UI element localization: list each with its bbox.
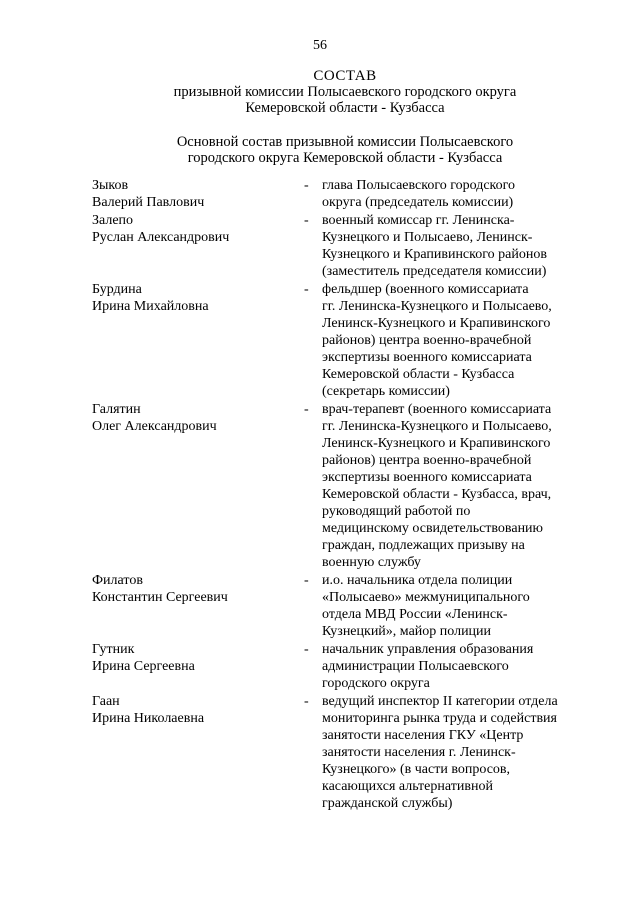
member-role-line: руководящий работой по (322, 504, 471, 519)
member-name (92, 177, 304, 211)
member-given-names: Ирина Михайловна (92, 299, 209, 314)
member-role (322, 693, 592, 812)
member-role-line: «Полысаево» межмуниципального (322, 590, 530, 605)
member-surname: Зыков (92, 178, 129, 193)
member-role-line: районов) центра военно-врачебной (322, 333, 532, 348)
member-role-line: округа (председатель комиссии) (322, 195, 514, 210)
member-role-line: Ленинск-Кузнецкого и Крапивинского (322, 436, 551, 451)
member-row (92, 401, 592, 571)
section-heading-line-2: городского округа Кемеровской области - Кузбасса (187, 150, 503, 166)
member-dash: - (304, 694, 309, 709)
document-heading (150, 68, 540, 116)
member-given-names: Руслан Александрович (92, 230, 230, 245)
member-role-line: Кузнецкий», майор полиции (322, 624, 492, 639)
member-role-line: врач-терапевт (военного комиссариата (322, 402, 552, 417)
member-role-line: Кузнецкого и Крапивинского районов (322, 247, 547, 262)
member-dash: - (304, 642, 309, 657)
member-dash: - (304, 178, 309, 193)
member-role-line: касающихся альтернативной (322, 779, 493, 794)
member-role (322, 177, 592, 211)
member-role-line: экспертизы военного комиссариата (322, 350, 532, 365)
member-surname: Гаан (92, 694, 120, 709)
member-role (322, 572, 592, 640)
member-role-line: Кузнецкого» (в части вопросов, (322, 762, 511, 777)
member-name (92, 693, 304, 727)
member-role (322, 401, 592, 571)
member-role-line: ведущий инспектор II категории отдела (322, 694, 558, 709)
member-role-line: районов) центра военно-врачебной (322, 453, 532, 468)
member-dash: - (304, 282, 309, 297)
section-heading (150, 134, 540, 166)
member-dash: - (304, 402, 309, 417)
member-role-line: (секретарь комиссии) (322, 384, 450, 399)
member-role-line: занятости населения ГКУ «Центр (322, 728, 524, 743)
member-row (92, 641, 592, 692)
member-row (92, 177, 592, 211)
member-given-names: Ирина Николаевна (92, 711, 205, 726)
member-dash: - (304, 213, 309, 228)
member-role-line: глава Полысаевского городского (322, 178, 516, 193)
member-role-line: администрации Полысаевского (322, 659, 509, 674)
heading-line-2: Кемеровской области - Кузбасса (245, 100, 445, 116)
member-name (92, 572, 304, 606)
member-row (92, 281, 592, 400)
member-surname: Гутник (92, 642, 135, 657)
member-name (92, 641, 304, 675)
member-role-line: мониторинга рынка труда и содействия (322, 711, 557, 726)
member-role-line: (заместитель председателя комиссии) (322, 264, 547, 279)
heading-line-1: призывной комиссии Полысаевского городского округа (173, 84, 517, 100)
member-role-line: гг. Ленинска-Кузнецкого и Полысаево, (322, 419, 552, 434)
member-surname: Залепо (92, 213, 134, 228)
member-given-names: Олег Александрович (92, 419, 217, 434)
member-name (92, 281, 304, 315)
member-role-line: начальник управления образования (322, 642, 534, 657)
member-role-line: Кемеровской области - Кузбасса (322, 367, 515, 382)
member-role-line: Кемеровской области - Кузбасса, врач, (322, 487, 552, 502)
member-surname: Филатов (92, 573, 143, 588)
member-role-line: гг. Ленинска-Кузнецкого и Полысаево, (322, 299, 552, 314)
member-role-line: и.о. начальника отдела полиции (322, 573, 513, 588)
member-role-line: экспертизы военного комиссариата (322, 470, 532, 485)
member-given-names: Ирина Сергеевна (92, 659, 195, 674)
member-role (322, 641, 592, 692)
member-role-line: граждан, подлежащих призыву на (322, 538, 525, 553)
member-row (92, 693, 592, 812)
member-surname: Бурдина (92, 282, 142, 297)
document-title: СОСТАВ (313, 68, 377, 84)
member-list (92, 177, 592, 813)
member-role-line: занятости населения г. Ленинск- (322, 745, 516, 760)
member-name (92, 212, 304, 246)
member-role-line: Кузнецкого и Полысаево, Ленинск- (322, 230, 533, 245)
member-dash: - (304, 573, 309, 588)
member-role (322, 212, 592, 280)
member-row (92, 212, 592, 280)
member-role-line: медицинскому освидетельствованию (322, 521, 544, 536)
member-given-names: Валерий Павлович (92, 195, 205, 210)
member-given-names: Константин Сергеевич (92, 590, 228, 605)
member-name (92, 401, 304, 435)
member-row (92, 572, 592, 640)
member-role-line: фельдшер (военного комиссариата (322, 282, 529, 297)
member-role-line: Ленинск-Кузнецкого и Крапивинского (322, 316, 551, 331)
member-role-line: отдела МВД России «Ленинск- (322, 607, 508, 622)
member-role (322, 281, 592, 400)
member-role-line: военную службу (322, 555, 421, 570)
member-role-line: городского округа (322, 676, 430, 691)
member-role-line: военный комиссар гг. Ленинска- (322, 213, 515, 228)
page-number: 56 (313, 38, 327, 53)
member-surname: Галятин (92, 402, 141, 417)
member-role-line: гражданской службы) (322, 796, 453, 811)
section-heading-line-1: Основной состав призывной комиссии Полысаевского (176, 134, 514, 150)
